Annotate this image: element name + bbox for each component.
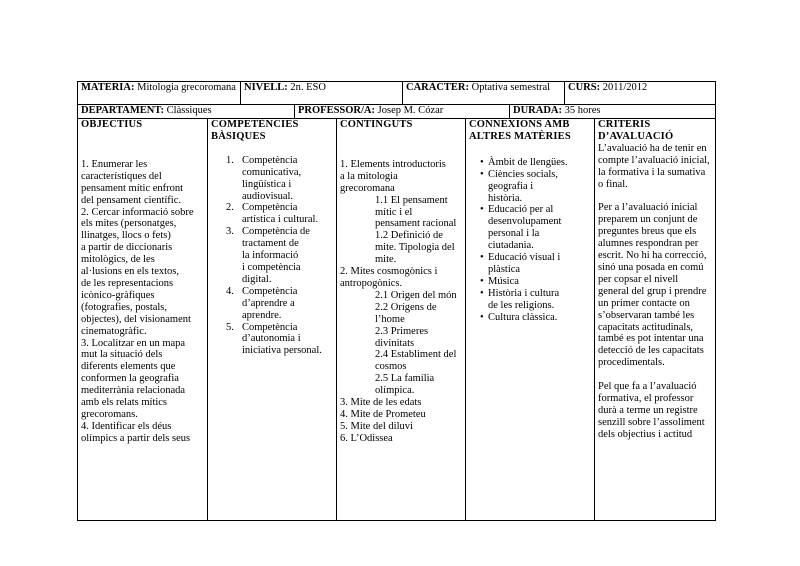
objectius-line: 4. Identificar els déus: [81, 420, 172, 432]
connexions-heading: [466, 119, 594, 143]
list-line: geografia i: [488, 180, 534, 192]
continguts-line: 2. Mites cosmogònics i: [340, 266, 438, 278]
curs-cell: [564, 82, 715, 104]
criteris-line: procedimentals.: [598, 357, 665, 369]
list-item: [208, 226, 336, 286]
criteris-line: escrit. No hi ha correcció,: [598, 250, 707, 262]
nivell-cell: [240, 82, 403, 104]
durada-label: DURADA:: [513, 105, 562, 116]
list-line: Competència: [242, 202, 298, 214]
continguts-line: 2.3 Primeres: [375, 325, 429, 337]
list-line: desenvolupament: [488, 216, 562, 228]
list-line: digital.: [242, 273, 272, 285]
objectius-line: cinematogràfic.: [81, 325, 147, 337]
content-row: [77, 119, 716, 521]
caracter-cell: [402, 82, 565, 104]
list-line: d’autonomia i: [242, 333, 301, 345]
list-line: història.: [488, 192, 523, 204]
professor-value: Josep M. Cózar: [377, 105, 444, 116]
nivell-label: NIVELL:: [244, 82, 288, 93]
objectius-text: [78, 159, 207, 445]
objectius-line: al·lusions en els textos,: [81, 266, 179, 278]
objectius-heading: OBJECTIUS: [81, 119, 143, 130]
list-line: lingüística i: [242, 178, 292, 190]
continguts-line: 5. Mite del diluvi: [340, 420, 413, 432]
criteris-line: durà a terme un registre: [598, 404, 698, 416]
list-line: plàstica: [488, 263, 521, 275]
list-line: • Música: [488, 275, 519, 287]
continguts-line: pensament racional: [375, 218, 457, 230]
competencies-heading-line: BÀSIQUES: [211, 130, 266, 142]
list-line: Competència de: [242, 226, 310, 238]
objectius-line: icònico-gràfiques: [81, 289, 155, 301]
objectius-line: 2. Cercar informació sobre: [81, 206, 194, 218]
objectius-line: mediterrània relacionada: [81, 385, 186, 397]
continguts-line: a la mitologia: [340, 170, 398, 182]
durada-value: 35 hores: [564, 105, 601, 116]
objectius-line: pensament mític enfront: [81, 182, 184, 194]
continguts-line: 6. L’Odissea: [340, 432, 393, 444]
continguts-line: cosmos: [375, 361, 407, 373]
course-table: [77, 81, 716, 521]
continguts-column: [336, 119, 465, 520]
objectius-line: objectes), del visionament: [81, 313, 191, 325]
criteris-line: Per a l’avaluació inicial: [598, 202, 698, 214]
objectius-line: 1. Enumerar les: [81, 158, 148, 170]
list-number: 4.: [226, 285, 234, 297]
list-number: 2.: [226, 202, 234, 214]
criteris-line: la formativa i la sumativa: [598, 166, 706, 178]
objectius-line: 3. Localitzar en un mapa: [81, 337, 186, 349]
caracter-label: CARÀCTER:: [406, 82, 469, 93]
criteris-line: preguntes breus que els: [598, 226, 697, 238]
objectius-line: grecoromans.: [81, 408, 138, 420]
continguts-line: 2.2 Orígens de: [375, 301, 437, 313]
list-line: • Educació per al: [488, 204, 554, 216]
criteris-line: formativa, el professor: [598, 393, 694, 405]
objectius-line: mut la situació dels: [81, 349, 163, 361]
continguts-line: 1.2 Definició de: [375, 230, 443, 242]
departament-label: DEPARTAMENT:: [81, 105, 165, 116]
list-line: la informació: [242, 250, 299, 262]
objectius-line: conformen la geografia: [81, 373, 179, 385]
list-line: aprendre.: [242, 309, 282, 321]
list-line: ciutadania.: [488, 240, 534, 252]
continguts-line: olímpica.: [375, 385, 415, 397]
continguts-line: 1.1 El pensament: [375, 194, 448, 206]
list-item: [466, 312, 594, 324]
paragraph-gap: [598, 369, 715, 381]
list-line: artística i cultural.: [242, 214, 319, 226]
continguts-line: 4. Mite de Prometeu: [340, 408, 426, 420]
objectius-line: olímpics a partir dels seus: [81, 432, 191, 444]
competencies-heading-line: COMPETÈNCIES: [211, 119, 299, 130]
criteris-line: dels objectius i actitud: [598, 428, 693, 440]
list-line: • Història i cultura: [488, 287, 560, 299]
criteris-line: Pel que fa a l’avaluació: [598, 381, 697, 393]
list-item: [466, 204, 594, 252]
connexions-list: [466, 157, 594, 324]
list-item: [208, 155, 336, 203]
list-item: [208, 286, 336, 322]
list-line: de les religions.: [488, 299, 555, 311]
objectius-line: diferents elements que: [81, 361, 176, 373]
criteris-line: sinó una posada en comú: [598, 261, 704, 273]
criteris-column: [594, 119, 715, 520]
list-line: • Ciències socials,: [488, 168, 558, 180]
list-line: tractament de: [242, 238, 299, 250]
continguts-text: [337, 159, 465, 445]
criteris-line: un primer contacte on: [598, 297, 690, 309]
competencies-list: [208, 155, 336, 357]
objectius-line: a partir de diccionaris: [81, 242, 173, 254]
list-item: [466, 169, 594, 205]
list-line: • Educació visual i: [488, 252, 561, 264]
continguts-line: antropogònics.: [340, 277, 403, 289]
continguts-line: 1. Elements introductoris: [340, 158, 446, 170]
criteris-line: s’observaran també les: [598, 309, 695, 321]
objectius-line: del pensament científic.: [81, 194, 182, 206]
objectius-line: característiques del: [81, 170, 162, 182]
connexions-heading-line: CONNEXIONS AMB: [469, 119, 570, 130]
criteris-line: preparem un conjunt de: [598, 214, 698, 226]
list-number: 5.: [226, 321, 234, 333]
materia-cell: [78, 82, 242, 104]
continguts-line: mític i el: [375, 206, 413, 218]
continguts-line: grecoromana: [340, 182, 395, 194]
continguts-line: 3. Mite de les edats: [340, 397, 422, 409]
continguts-line: 2.4 Establiment del: [375, 349, 457, 361]
criteris-heading-line: D’AVALUACIÓ: [598, 130, 674, 142]
departament-value: Clàssiques: [166, 105, 212, 116]
criteris-line: general del grup i prendre: [598, 285, 707, 297]
continguts-line: l’home: [375, 313, 405, 325]
criteris-line: compte l’avaluació inicial,: [598, 154, 710, 166]
objectius-line: (fotografies, postals,: [81, 301, 168, 313]
list-item: [208, 202, 336, 226]
list-line: comunicativa,: [242, 166, 302, 178]
list-line: Competència: [242, 154, 298, 166]
paragraph-gap: [598, 190, 715, 202]
criteris-heading-line: CRITERIS: [598, 119, 651, 130]
competencies-heading: [208, 119, 336, 143]
list-item: [466, 288, 594, 312]
continguts-line: mite.: [375, 254, 397, 266]
list-line: Competència: [242, 321, 298, 333]
caracter-value: Optativa semestral: [471, 82, 551, 93]
nivell-value: 2n. ESO: [290, 82, 326, 93]
criteris-line: o final.: [598, 178, 628, 190]
header-row-1: [77, 81, 716, 105]
curs-label: CURS:: [568, 82, 601, 93]
objectius-line: de les representacions: [81, 277, 174, 289]
list-number: 1.: [226, 154, 234, 166]
materia-value: Mitologia grecoromana: [137, 82, 236, 93]
list-item: [466, 157, 594, 169]
list-number: 3.: [226, 226, 234, 238]
criteris-line: alumnes respondran per: [598, 238, 699, 250]
criteris-line: per copsar el nivell: [598, 273, 679, 285]
objectius-column: [78, 119, 207, 520]
continguts-line: mite. Tipologia del: [375, 242, 455, 254]
objectius-line: els mites (personatges,: [81, 218, 177, 230]
criteris-text: [595, 143, 715, 441]
continguts-line: divinitats: [375, 337, 415, 349]
objectius-line: amb els relats mítics: [81, 397, 168, 409]
criteris-line: també es pot intentar una: [598, 333, 704, 345]
criteris-line: detecció de les capacitats: [598, 345, 704, 357]
list-line: • Àmbit de llengües.: [488, 156, 568, 168]
list-line: d’aprendre a: [242, 297, 295, 309]
continguts-line: 2.5 La família: [375, 373, 435, 385]
criteris-line: senzill sobre l’assoliment: [598, 416, 705, 428]
list-line: Competència: [242, 285, 298, 297]
objectius-line: mitològics, de les: [81, 254, 155, 266]
criteris-line: L’avaluació ha de tenir en: [598, 142, 707, 154]
durada-cell: [509, 105, 715, 118]
competencies-column: [207, 119, 336, 520]
criteris-heading: [595, 119, 715, 143]
continguts-line: 2.1 Origen del món: [375, 289, 457, 301]
criteris-line: capacitats actitudinals,: [598, 321, 694, 333]
list-line: • Cultura clàssica.: [488, 311, 558, 323]
connexions-heading-line: ALTRES MATÈRIES: [469, 130, 571, 142]
objectius-line: llinatges, llocs o fets): [81, 230, 171, 242]
list-line: iniciativa personal.: [242, 345, 322, 357]
connexions-column: [465, 119, 594, 520]
professor-cell: [294, 105, 510, 118]
departament-cell: [78, 105, 294, 118]
list-item: [466, 276, 594, 288]
list-item: [208, 322, 336, 358]
header-row-2: [77, 105, 716, 119]
curs-value: 2011/2012: [602, 82, 648, 93]
continguts-heading: CONTINGUTS: [340, 119, 413, 130]
materia-label: MATERIA:: [81, 82, 135, 93]
professor-label: PROFESSOR/A:: [298, 105, 376, 116]
list-line: audiovisual.: [242, 190, 294, 202]
list-line: i competència: [242, 261, 301, 273]
list-line: personal i la: [488, 228, 540, 240]
list-item: [466, 252, 594, 276]
